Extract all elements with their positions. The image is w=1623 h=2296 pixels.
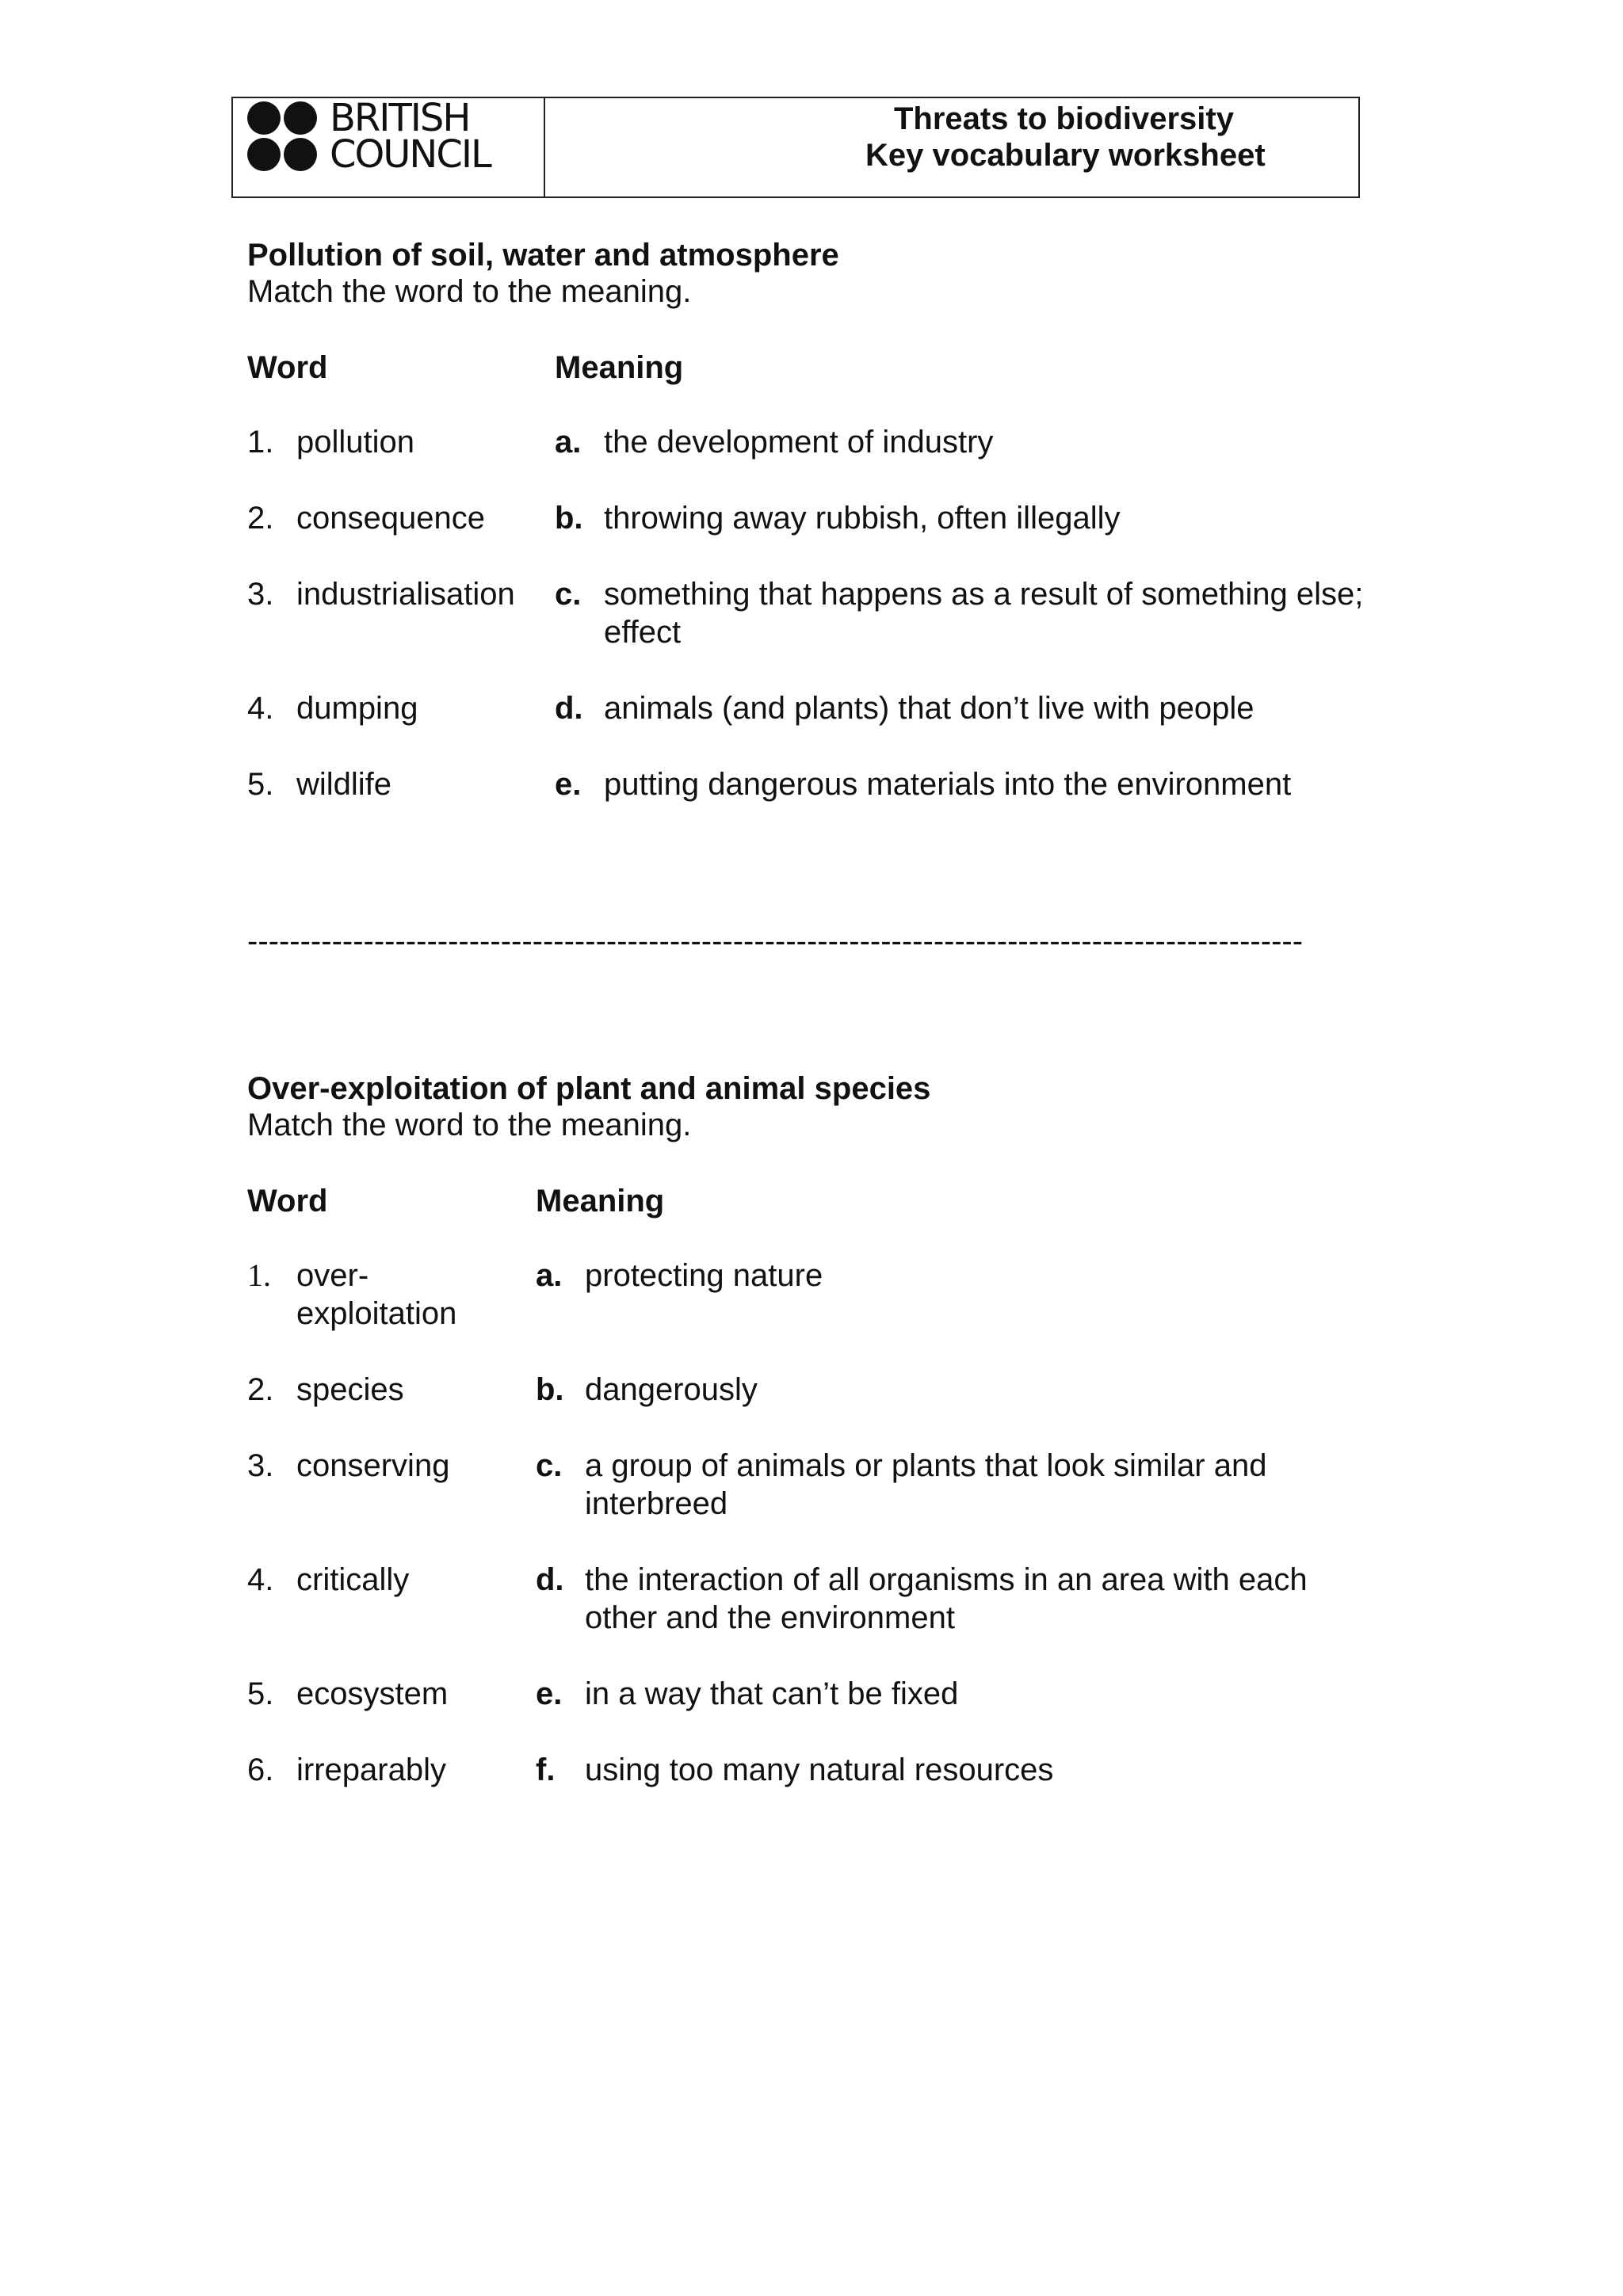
meaning-text: dangerously bbox=[585, 1372, 758, 1407]
section-divider: ---------------------------------------------------------------------------------------------------- bbox=[247, 924, 1304, 959]
item-number: 5. bbox=[247, 767, 274, 802]
section-title: Over-exploitation of plant and animal species bbox=[247, 1071, 931, 1106]
meaning-letter: e. bbox=[536, 1676, 563, 1711]
page-subtitle: Key vocabulary worksheet bbox=[865, 138, 1266, 173]
logo-wordmark bbox=[330, 96, 491, 177]
vocab-word: dumping bbox=[296, 691, 418, 726]
vocab-word: conserving bbox=[296, 1448, 450, 1483]
item-number: 4. bbox=[247, 1562, 274, 1597]
meaning-letter: f. bbox=[536, 1753, 556, 1787]
meaning-letter: e. bbox=[555, 767, 582, 802]
section-title: Pollution of soil, water and atmosphere bbox=[247, 238, 839, 273]
meaning-letter: c. bbox=[536, 1448, 563, 1483]
vocab-word: wildlife bbox=[296, 767, 392, 802]
vocab-word: industrialisation bbox=[296, 577, 515, 612]
meaning-letter: c. bbox=[555, 577, 582, 612]
item-number: 4. bbox=[247, 691, 274, 726]
item-number: 5. bbox=[247, 1676, 274, 1711]
vocab-word: over- bbox=[296, 1258, 369, 1293]
item-number: 3. bbox=[247, 577, 274, 612]
item-number: 6. bbox=[247, 1753, 274, 1787]
item-number: 1. bbox=[247, 425, 274, 460]
meaning-letter: a. bbox=[536, 1258, 563, 1293]
meaning-column-header: Meaning bbox=[536, 1184, 665, 1219]
meaning-text: the development of industry bbox=[604, 425, 994, 460]
section-instruction: Match the word to the meaning. bbox=[247, 1108, 692, 1142]
item-number: 2. bbox=[247, 1372, 274, 1407]
meaning-text: animals (and plants) that don’t live with people bbox=[604, 691, 1254, 726]
meaning-text: a group of animals or plants that look similar and interbreed bbox=[585, 1448, 1267, 1521]
vocab-word: critically bbox=[296, 1562, 410, 1597]
meaning-text: putting dangerous materials into the environment bbox=[604, 767, 1292, 802]
vocab-word: pollution bbox=[296, 425, 415, 460]
word-column-header: Word bbox=[247, 1184, 328, 1219]
header-title-cell bbox=[545, 98, 1358, 196]
logo-line-2: COUNCIL bbox=[330, 132, 491, 177]
british-council-logo bbox=[233, 98, 545, 196]
logo-line-1: BRITISH bbox=[330, 96, 470, 140]
vocab-word: consequence bbox=[296, 501, 485, 536]
meaning-text: the interaction of all organisms in an area with each other and the environment bbox=[585, 1562, 1308, 1635]
meaning-text: throwing away rubbish, often illegally bbox=[604, 501, 1121, 536]
vocab-word-continuation: exploitation bbox=[296, 1296, 457, 1331]
meaning-text: in a way that can’t be fixed bbox=[585, 1676, 959, 1711]
item-number: 1. bbox=[247, 1257, 271, 1293]
meaning-text: using too many natural resources bbox=[585, 1753, 1054, 1787]
item-number: 3. bbox=[247, 1448, 274, 1483]
meaning-letter: d. bbox=[555, 691, 583, 726]
word-column-header: Word bbox=[247, 350, 328, 385]
meaning-text: protecting nature bbox=[585, 1258, 823, 1293]
vocab-word: irreparably bbox=[296, 1753, 446, 1787]
logo-dots-icon bbox=[247, 101, 322, 176]
page-title: Threats to biodiversity bbox=[894, 101, 1234, 136]
section-instruction: Match the word to the meaning. bbox=[247, 274, 692, 309]
meaning-letter: b. bbox=[555, 501, 583, 536]
meaning-letter: a. bbox=[555, 425, 582, 460]
vocab-word: ecosystem bbox=[296, 1676, 449, 1711]
item-number: 2. bbox=[247, 501, 274, 536]
meaning-column-header: Meaning bbox=[555, 350, 684, 385]
header-box bbox=[231, 97, 1360, 198]
meaning-text: something that happens as a result of something else; effect bbox=[604, 577, 1364, 650]
meaning-letter: b. bbox=[536, 1372, 564, 1407]
meaning-letter: d. bbox=[536, 1562, 564, 1597]
vocab-word: species bbox=[296, 1372, 404, 1407]
